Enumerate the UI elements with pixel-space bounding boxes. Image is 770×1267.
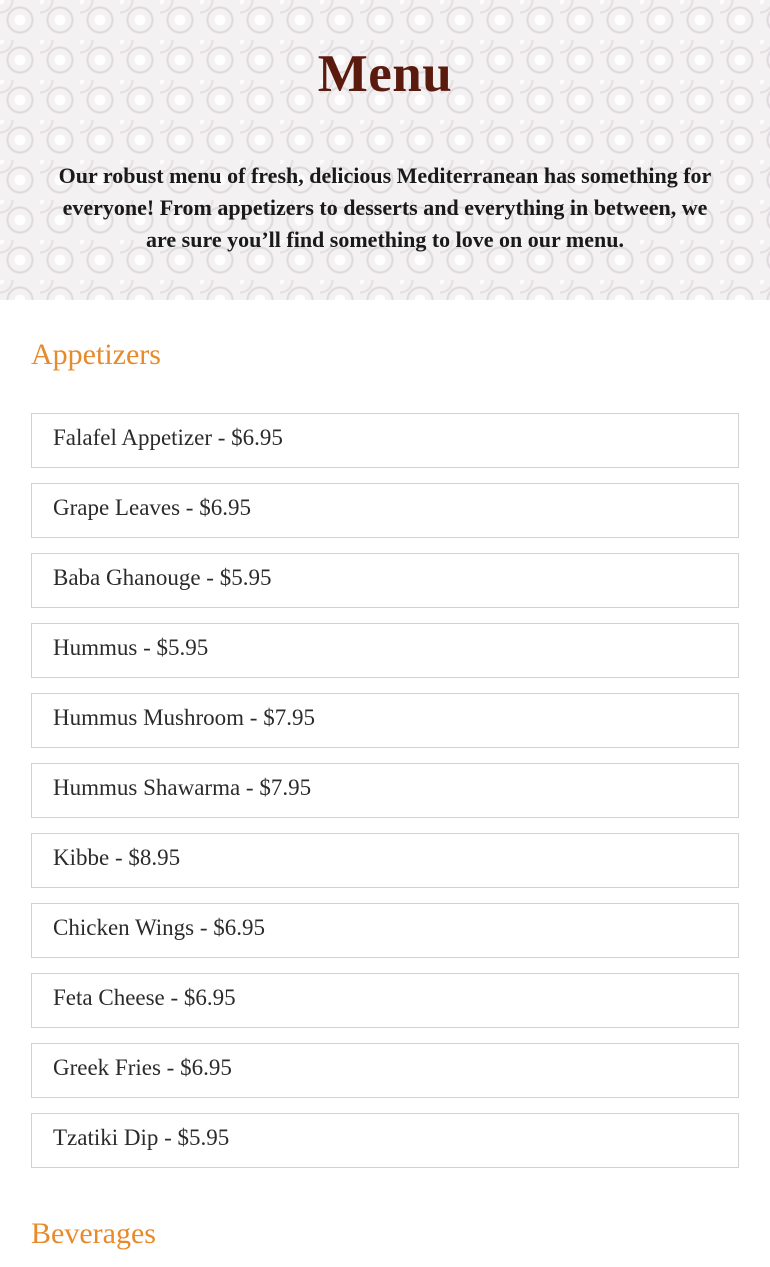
menu-item[interactable]: Falafel Appetizer - $6.95 <box>31 413 739 468</box>
menu-item[interactable]: Grape Leaves - $6.95 <box>31 483 739 538</box>
menu-item[interactable]: Chicken Wings - $6.95 <box>31 903 739 958</box>
section-heading-beverages: Beverages <box>31 1217 156 1250</box>
section-heading-appetizers: Appetizers <box>31 338 161 371</box>
menu-item[interactable]: Kibbe - $8.95 <box>31 833 739 888</box>
menu-item[interactable]: Hummus Mushroom - $7.95 <box>31 693 739 748</box>
menu-item[interactable]: Hummus Shawarma - $7.95 <box>31 763 739 818</box>
appetizers-list <box>31 413 739 1183</box>
menu-item[interactable]: Tzatiki Dip - $5.95 <box>31 1113 739 1168</box>
page-title: Menu <box>317 45 453 103</box>
menu-item[interactable]: Baba Ghanouge - $5.95 <box>31 553 739 608</box>
menu-item[interactable]: Greek Fries - $6.95 <box>31 1043 739 1098</box>
hero-banner <box>0 0 770 300</box>
menu-item[interactable]: Feta Cheese - $6.95 <box>31 973 739 1028</box>
menu-item[interactable]: Hummus - $5.95 <box>31 623 739 678</box>
menu-intro-text: Our robust menu of fresh, delicious Mediterranean has something for everyone! From appetizers to desserts and everything in between, we are sure you’ll find something to love on our menu. <box>58 163 712 252</box>
